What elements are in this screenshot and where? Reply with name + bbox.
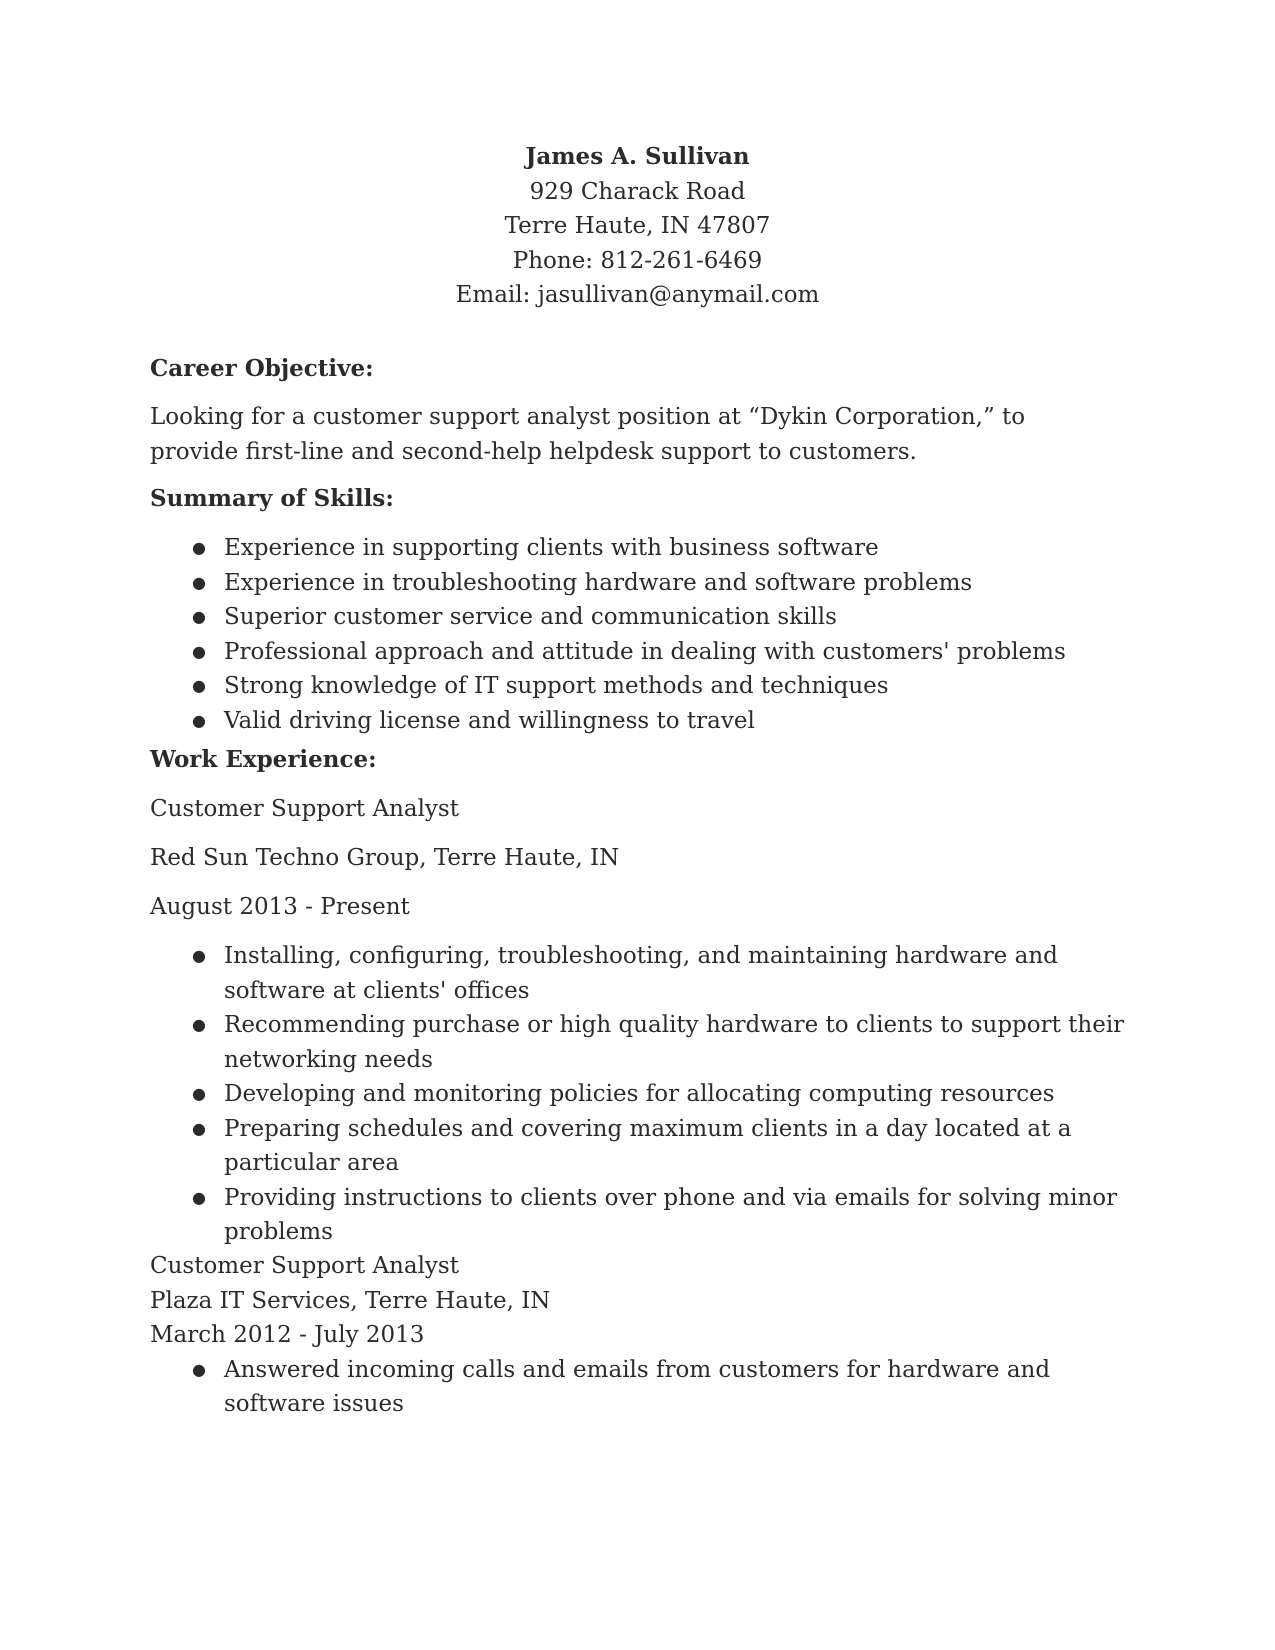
skill-text: Superior customer service and communication skills (224, 604, 837, 630)
skill-text: Valid driving license and willingness to travel (224, 707, 755, 734)
bullet-icon: ● (192, 641, 206, 661)
career-objective-section (150, 352, 1135, 387)
duty-item (150, 1008, 1135, 1077)
job-company: Red Sun Techno Group, Terre Haute, IN (150, 845, 620, 871)
duty-item (150, 939, 1135, 1008)
bullet-icon: ● (192, 538, 206, 557)
skill-text: Professional approach and attitude in dealing with customers' problems (224, 638, 1066, 665)
job-title: Customer Support Analyst (150, 796, 459, 822)
bullet-icon: ● (192, 1015, 206, 1034)
job-details (150, 1249, 1135, 1422)
career-objective-heading: Career Objective: (150, 355, 374, 382)
duty-text: Developing and monitoring policies for allocating computing resources (224, 1081, 1055, 1107)
job-duties-list (150, 1353, 1135, 1422)
email-address: Email: jasullivan@anymail.com (455, 282, 820, 308)
skill-text: Strong knowledge of IT support methods and techniques (224, 673, 889, 699)
job-dates: August 2013 - Present (150, 894, 410, 920)
street-address: 929 Charack Road (529, 178, 746, 205)
duty-text: Answered incoming calls and emails from customers for hardware and software issues (224, 1356, 1051, 1417)
job-duties-list (150, 939, 1135, 1250)
career-objective-text-block (150, 400, 1030, 469)
skill-item (150, 566, 1135, 601)
city-state-zip: Terre Haute, IN 47807 (504, 213, 771, 239)
skills-list (150, 531, 1135, 738)
bullet-icon: ● (192, 1118, 206, 1138)
job-title: Customer Support Analyst (150, 1253, 459, 1279)
skill-text: Experience in supporting clients with business software (224, 535, 879, 561)
applicant-name: James A. Sullivan (525, 143, 750, 170)
bullet-icon: ● (192, 710, 206, 730)
skill-item (150, 704, 1135, 739)
bullet-icon: ● (192, 946, 206, 965)
contact-header (0, 140, 1275, 313)
career-objective-text: Looking for a customer support analyst position at “Dykin Corporation,” to provide first-line and second-help helpdesk support to customers. (150, 404, 1026, 465)
skills-list-block (150, 531, 1135, 738)
bullet-icon: ● (192, 1084, 206, 1103)
phone-number: Phone: 812-261-6469 (512, 247, 763, 274)
bullet-icon: ● (192, 676, 206, 695)
bullet-icon: ● (192, 607, 206, 626)
skill-item (150, 531, 1135, 566)
bullet-icon: ● (192, 572, 206, 592)
skill-item (150, 600, 1135, 635)
job-dates: March 2012 - July 2013 (150, 1322, 425, 1348)
duty-item (150, 1353, 1135, 1422)
duty-item (150, 1112, 1135, 1181)
skill-item (150, 635, 1135, 670)
duty-item (150, 1181, 1135, 1250)
bullet-icon: ● (192, 1187, 206, 1207)
job-duties-block (150, 939, 1135, 1250)
skill-item (150, 669, 1135, 704)
skills-section (150, 482, 1135, 517)
duty-text: Installing, configuring, troubleshooting, and maintaining hardware and software at clients' offices (224, 943, 1058, 1004)
skills-heading: Summary of Skills: (150, 485, 394, 512)
duty-text: Providing instructions to clients over phone and via emails for solving minor problems (224, 1184, 1118, 1245)
work-experience-section (150, 743, 1135, 778)
duty-item (150, 1077, 1135, 1112)
job-company: Plaza IT Services, Terre Haute, IN (150, 1287, 551, 1314)
work-experience-heading: Work Experience: (150, 746, 377, 773)
bullet-icon: ● (192, 1359, 206, 1379)
skill-text: Experience in troubleshooting hardware and software problems (224, 569, 973, 596)
duty-text: Recommending purchase or high quality hardware to clients to support their networking needs (224, 1012, 1125, 1073)
duty-text: Preparing schedules and covering maximum clients in a day located at a particular area (224, 1115, 1072, 1176)
